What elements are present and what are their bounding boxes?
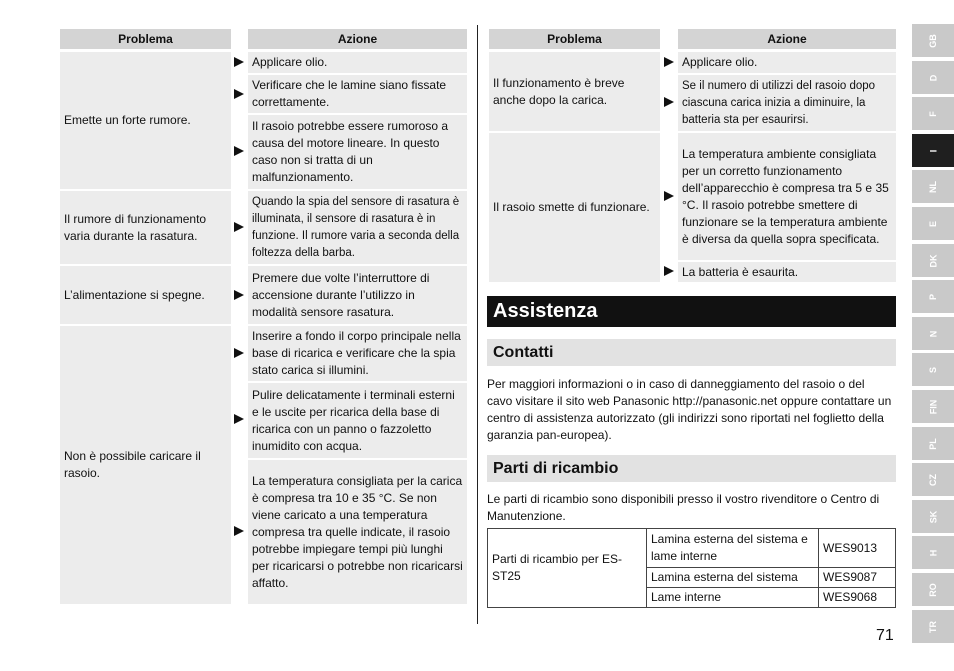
right-header-action: Azione [678,29,896,49]
language-tab-label: DK [928,254,938,267]
left-problem-1: Emette un forte rumore. [60,52,231,189]
language-tab-p[interactable] [912,280,954,313]
right-action-2-1: La temperatura ambiente consigliata per un corretto funzionamento dell’apparecchio è compresa tra 5 e 35 °C. Il rasoio potrebbe smettere di funzionare se la temperatura ambiente è diversa da quella sopra specificata. [678,133,896,260]
language-tab-nl[interactable] [912,170,954,203]
column-divider [477,25,478,624]
left-problem-2: Il rumore di funzionamento varia durante la rasatura. [60,191,231,264]
language-tab-label: F [928,110,938,117]
arrow-icon [234,57,244,67]
language-tab-h[interactable] [912,536,954,569]
part-code: WES9087 [819,568,896,588]
language-tab-label: D [928,74,938,81]
left-problem-4: Non è possibile caricare il rasoio. [60,326,231,604]
language-tab-label: PL [927,437,938,450]
arrow-icon [664,97,674,107]
parts-label: Parti di ricambio per ES-ST25 [488,529,647,608]
language-tab-sk[interactable] [912,500,954,533]
language-tab-label: I [927,149,938,152]
language-tab-gb[interactable] [912,24,954,57]
left-action-1-1: Applicare olio. [248,52,467,73]
arrow-icon [664,191,674,201]
right-action-1-2: Se il numero di utilizzi del rasoio dopo ciascuna carica inizia a diminuire, la batteria sta per esaurirsi. [678,75,896,131]
language-tab-label: P [927,293,938,300]
part-name: Lame interne [647,588,819,608]
arrow-icon [234,290,244,300]
arrow-icon [234,414,244,424]
part-code: WES9013 [819,529,896,568]
page-number: 71 [876,627,894,644]
ricambio-heading: Parti di ricambio [487,455,896,482]
arrow-icon [234,526,244,536]
language-tab-label: SK [927,510,938,523]
language-tab-label: CZ [928,473,938,486]
language-tab-fin[interactable] [912,390,954,423]
part-name: Lamina esterna del sistema e lame interne [647,529,819,568]
left-header-action: Azione [248,29,467,49]
left-action-4-1: Inserire a fondo il corpo principale nella base di ricarica e verificare che la spia stato carica si illumini. [248,326,467,381]
table-row [488,529,896,568]
language-tab-n[interactable] [912,317,954,350]
language-tab-label: RO [928,582,938,597]
language-tab-s[interactable] [912,353,954,386]
left-action-4-2: Pulire delicatamente i terminali esterni e le uscite per ricarica della base di ricarica con un panno o fazzoletto inumidito con acqua. [248,383,467,458]
language-tab-dk[interactable] [912,244,954,277]
language-tab-cz[interactable] [912,463,954,496]
left-action-1-3: Il rasoio potrebbe essere rumoroso a causa del motore lineare. In questo caso non si tratta di un malfunzionamento. [248,115,467,189]
right-action-1-1: Applicare olio. [678,52,896,73]
parts-table [487,528,896,608]
part-name: Lamina esterna del sistema [647,568,819,588]
arrow-icon [234,146,244,156]
contatti-text: Per maggiori informazioni o in caso di danneggiamento del rasoio o del cavo visitare il sito web Panasonic http://panasonic.net oppure contattare un centro di assistenza autorizzato (gli indirizzi sono riportati nel foglietto della garanzia pan-europea). [487,377,892,442]
language-tab-label: TR [928,620,938,633]
part-code: WES9068 [819,588,896,608]
left-action-2-1: Quando la spia del sensore di rasatura è illuminata, il sensore di rasatura è in funzione. Il rumore varia a seconda della foltezza della barba. [248,191,467,264]
language-tab-label: H [928,549,938,556]
left-problem-3: L’alimentazione si spegne. [60,266,231,324]
left-action-4-3: La temperatura consigliata per la carica è compresa tra 10 e 35 °C. Se non viene caricato a una temperatura compresa tra quelle indicate, il rasoio potrebbe impiegare tempi più lunghi per ricaricarsi o potrebbe non ricaricarsi affatto. [248,460,467,604]
section-title: Assistenza [487,296,896,327]
right-action-2-2: La batteria è esaurita. [678,262,896,282]
arrow-icon [234,222,244,232]
language-tab-label: N [928,330,938,337]
ricambio-text: Le parti di ricambio sono disponibili presso il vostro rivenditore o Centro di Manutenzione. [487,492,880,523]
language-tab-pl[interactable] [912,427,954,460]
right-header-problem: Problema [489,29,660,49]
language-tab-label: NL [928,180,938,193]
language-tab-f[interactable] [912,97,954,130]
language-tab-ro[interactable] [912,573,954,606]
arrow-icon [664,57,674,67]
language-tab-label: GB [928,33,938,48]
left-action-1-2: Verificare che le lamine siano fissate correttamente. [248,75,467,113]
language-tab-d[interactable] [912,61,954,94]
arrow-icon [234,89,244,99]
language-tab-label: S [927,366,938,373]
arrow-icon [234,348,244,358]
left-action-3-1: Premere due volte l’interruttore di accensione durante l’utilizzo in modalità sensore rasatura. [248,266,467,324]
language-tab-tr[interactable] [912,610,954,643]
language-tab-label: FIN [928,399,938,414]
left-header-problem: Problema [60,29,231,49]
language-tab-label: E [927,220,938,227]
language-tab-e[interactable] [912,207,954,240]
right-problem-2: Il rasoio smette di funzionare. [489,133,660,282]
language-tab-i[interactable] [912,134,954,167]
arrow-icon [664,266,674,276]
right-problem-1: Il funzionamento è breve anche dopo la carica. [489,52,660,131]
contatti-heading: Contatti [487,339,896,366]
